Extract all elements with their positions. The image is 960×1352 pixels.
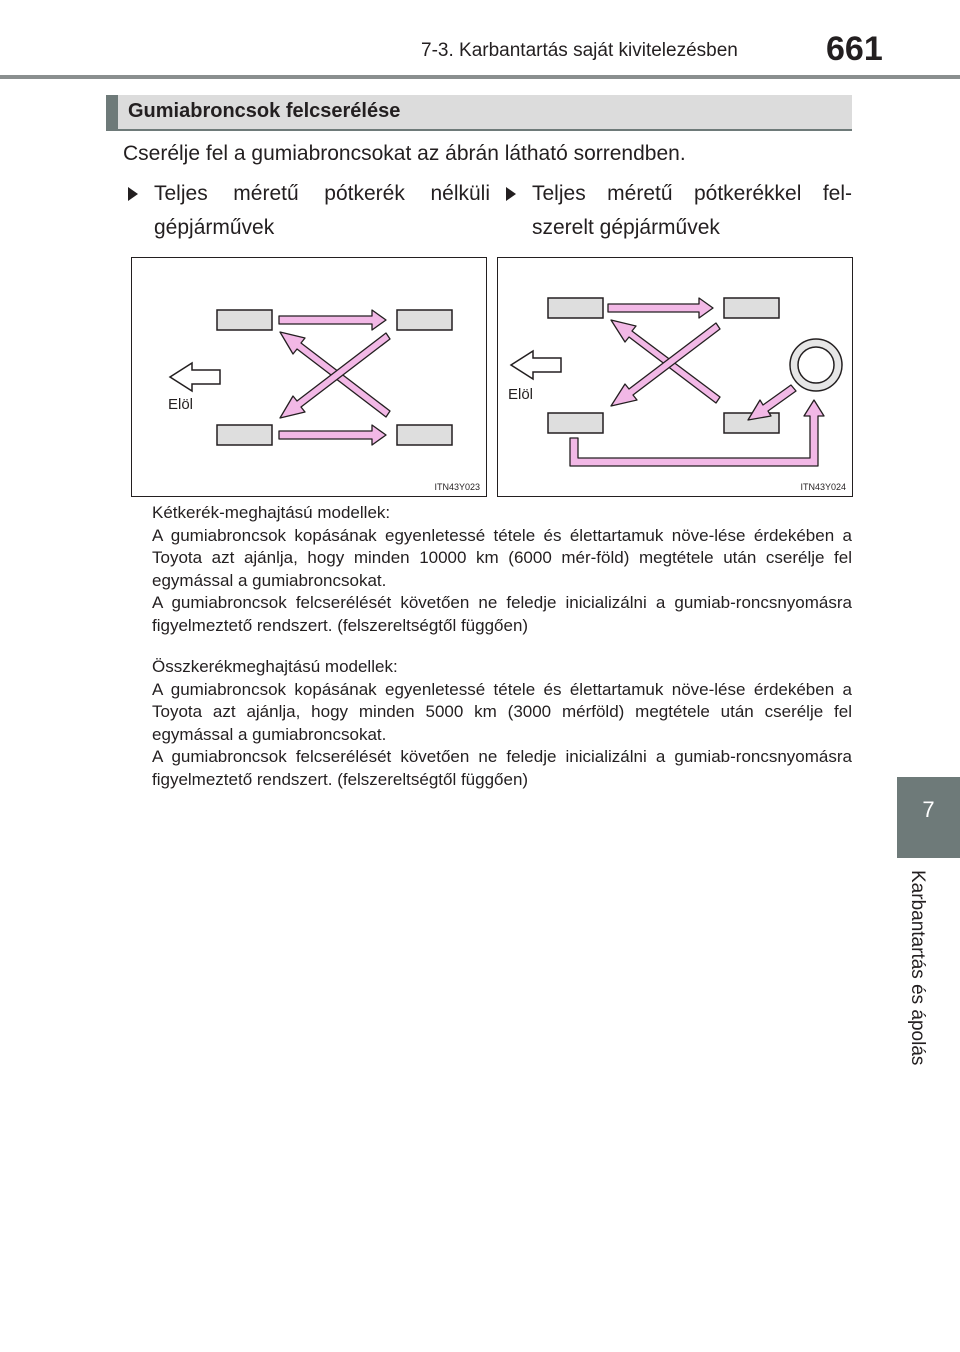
section-heading: Gumiabroncsok felcserélése bbox=[128, 100, 401, 122]
paragraph-line: Kétkerék-meghajtású modellek: bbox=[152, 503, 391, 522]
chapter-tab bbox=[897, 777, 960, 858]
paragraph-2wd bbox=[152, 502, 852, 637]
spare-tire-hub bbox=[798, 347, 834, 383]
tire-rear-left bbox=[548, 413, 603, 433]
tire-rear-right bbox=[397, 425, 452, 445]
tire-front-right bbox=[397, 310, 452, 330]
front-label: Elöl bbox=[508, 386, 534, 403]
paragraph-awd bbox=[152, 656, 852, 791]
intro-text: Cserélje fel a gumiabroncsokat az ábrán látható sorrendben. bbox=[123, 142, 686, 165]
bullet-with-spare bbox=[506, 177, 852, 245]
bullet-arrow-icon bbox=[128, 187, 138, 201]
front-direction-arrow bbox=[511, 351, 561, 379]
tire-front-left bbox=[548, 298, 603, 318]
rotation-arrow bbox=[570, 400, 824, 466]
chapter-number: 7 bbox=[922, 797, 935, 822]
rotation-arrow bbox=[279, 310, 386, 330]
rotation-diagram-graphic bbox=[132, 258, 486, 496]
header-rule bbox=[0, 75, 960, 79]
paragraph-line: A gumiabroncsok kopásának egyenletessé tétele és élettartamuk növe-lése érdekében a Toyota azt ajánlja, hogy minden 5000 km (3000 mérföld) megtétele után cserélje fel egymással a gumiabroncsokat. bbox=[152, 679, 852, 744]
paragraph-line: A gumiabroncsok felcserélését követően ne feledje inicializálni a gumiab-roncsnyomásra figyelmeztető rendszert. (felszereltségtől függően) bbox=[152, 593, 852, 635]
paragraph-line: A gumiabroncsok felcserélését követően ne feledje inicializálni a gumiab-roncsnyomásra figyelmeztető rendszert. (felszereltségtől függően) bbox=[152, 747, 852, 789]
rotation-diagram-with-spare bbox=[497, 257, 853, 497]
rotation-diagram-no-spare bbox=[131, 257, 487, 497]
rotation-arrow bbox=[279, 425, 386, 445]
bullet-arrow-icon bbox=[506, 187, 516, 201]
paragraph-line: Összkerékmeghajtású modellek: bbox=[152, 657, 398, 676]
tire-rear-left bbox=[217, 425, 272, 445]
tire-front-right bbox=[724, 298, 779, 318]
paragraph-line: A gumiabroncsok kopásának egyenletessé tétele és élettartamuk növe-lése érdekében a Toyota azt ajánlja, hogy minden 10000 km (6000 mér-föld) megtétele után cserélje fel egymással a gumiabroncsokat. bbox=[152, 525, 852, 590]
figure-code: ITN43Y024 bbox=[800, 482, 846, 492]
figure-code: ITN43Y023 bbox=[434, 482, 480, 492]
bullet-text: Teljes méretű pótkerékkel fel-szerelt gépjárművek bbox=[532, 182, 852, 239]
rotation-arrow bbox=[608, 298, 713, 318]
page-number: 661 bbox=[826, 30, 883, 68]
running-header-section: 7-3. Karbantartás saját kivitelezésben bbox=[421, 40, 738, 61]
chapter-label: Karbantartás és ápolás bbox=[907, 870, 928, 1066]
front-label: Elöl bbox=[168, 396, 194, 413]
section-heading-bar bbox=[106, 95, 852, 131]
bullet-no-spare bbox=[128, 177, 490, 245]
front-direction-arrow bbox=[170, 363, 220, 391]
rotation-diagram-graphic bbox=[498, 258, 852, 496]
tire-front-left bbox=[217, 310, 272, 330]
bullet-text: Teljes méretű pótkerék nélküli gépjárművek bbox=[154, 182, 490, 239]
